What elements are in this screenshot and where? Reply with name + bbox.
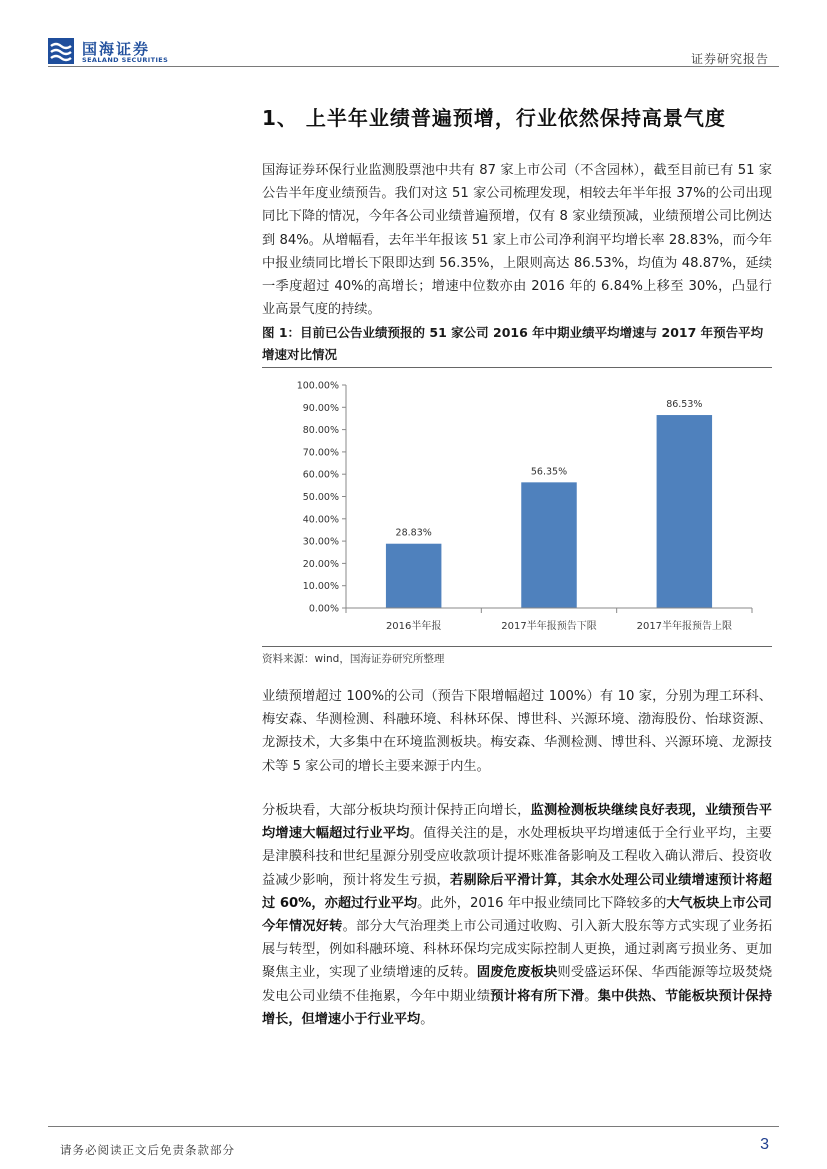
- x-tick-label: 2017半年报预告下限: [501, 621, 597, 632]
- bar-value-label: 56.35%: [530, 466, 568, 478]
- emphasis-text: 固废危废板块: [476, 965, 558, 981]
- body-text: 。: [584, 988, 598, 1004]
- figure-title: 图 1：目前已公告业绩预报的 51 家公司 2016 年中期业绩平均增速与 2017 年预告平均增速对比情况: [262, 325, 764, 362]
- y-tick-label: 20.00%: [302, 558, 339, 570]
- sealand-logo-icon: [48, 38, 74, 64]
- body-text: 。: [420, 1011, 434, 1027]
- x-axis: [346, 608, 752, 632]
- growth-bar-chart: [262, 370, 772, 642]
- body-text: 。部分大气治理类上市公司通过收购、引入新大股东等方式实现了业务拓展与转型，例如科融环境、科林环保均完成实际控制人更换，通过剥离亏损业务、更加聚焦主业，实现了业绩增速的反转。: [262, 919, 773, 981]
- disclaimer-note: 请务必阅读正文后免责条款部分: [60, 1143, 235, 1157]
- page-header: [0, 0, 827, 72]
- logo-chinese-name: 国海证券: [82, 40, 151, 58]
- bar: [521, 482, 576, 608]
- page-number: 3: [760, 1136, 769, 1153]
- y-tick-label: 90.00%: [302, 402, 339, 414]
- footer-divider: [48, 1126, 779, 1127]
- y-axis: [297, 381, 346, 615]
- bar-value-label: 28.83%: [395, 527, 432, 539]
- y-tick-label: 10.00%: [302, 581, 339, 593]
- header-divider: [48, 66, 779, 67]
- emphasis-text: 大气板块上市公司今年情况好转: [262, 895, 772, 935]
- emphasis-text: 监测检测板块继续良好表现，业绩预告平均增速大幅超过行业平均: [262, 803, 772, 842]
- company-logo: [48, 36, 248, 66]
- figure-top-divider: [262, 367, 772, 368]
- body-text: 。此外，2016 年中报业绩同比下降较多的: [417, 895, 667, 911]
- bar-value-label: 86.53%: [666, 399, 703, 411]
- emphasis-text: 预计将有所下滑: [490, 988, 585, 1004]
- emphasis-text: 若剔除后平滑计算，其余水处理公司业绩增速预计将超过 60%，亦超过行业平均: [262, 872, 772, 911]
- y-tick-label: 50.00%: [302, 492, 339, 503]
- emphasis-text: 集中供热、节能板块预计保持增长，但增速小于行业平均: [262, 988, 773, 1027]
- x-tick-label: 2017半年报预告上限: [636, 621, 733, 632]
- y-tick-label: 40.00%: [302, 514, 339, 526]
- y-tick-label: 100.00%: [296, 380, 339, 392]
- report-type-label: 证券研究报告: [690, 52, 769, 66]
- paragraph-top-growers: 业绩预增超过 100%的公司（预告下限增幅超过 100%）有 10 家，分别为理工环科、梅安森、华测检测、科融环境、科林环保、博世科、兴源环境、渤海股份、怡球资源、龙源技术，大多集中在环境监测板块。梅安森、华测检测、博世科、兴源环境、龙源技术等 5 家公司的增长主要来源于内生。: [262, 689, 772, 774]
- section-title: 1、 上半年业绩普遍预增，行业依然保持高景气度: [262, 106, 726, 130]
- body-text: 。值得关注的是，水处理板块平均增速低于全行业平均，主要是津膜科技和世纪星源分别受应收款项计提坏账准备影响及工程收入确认滞后、投资收益减少影响，预计将发生亏损，: [262, 826, 772, 888]
- y-tick-label: 80.00%: [302, 425, 339, 437]
- x-tick-label: 2016半年报: [385, 621, 442, 632]
- paragraph-overview: 国海证券环保行业监测股票池中共有 87 家上市公司（不含园林），截至目前已有 51 家公告半年度业绩预告。我们对这 51 家公司梳理发现，相较去年半年报 37%的公司出现同比下降的情况，今年各公司业绩普遍预增，仅有 8 家业绩预减，业绩预增公司比例达到 84%。从增幅看，去年半年报该 51 家上市公司净利润平均增长率 28.83%，而今年中报业绩同比增长下限即达到 56.35%，上限则高达 86.53%，均值为 48.87%，延续一季度超过 40%的高增长；增速中位数亦由 2016 年的 6.84%上移至 30%，凸显行业高景气度的持续。: [262, 163, 772, 318]
- body-text: 分板块看，大部分板块均预计保持正向增长，: [262, 803, 531, 818]
- y-tick-label: 60.00%: [302, 469, 339, 481]
- y-tick-label: 30.00%: [302, 536, 339, 548]
- y-tick-label: 70.00%: [302, 447, 339, 459]
- paragraph-sector-analysis: [262, 799, 772, 1031]
- figure-bottom-divider: [262, 646, 772, 647]
- logo-english-name: SEALAND SECURITIES: [82, 56, 169, 64]
- figure-source: 资料来源：wind，国海证券研究所整理: [262, 653, 445, 665]
- body-text: 则受盛运环保、华西能源等垃圾焚烧发电公司业绩不佳拖累，今年中期业绩: [262, 965, 773, 1004]
- bar-series: [386, 399, 712, 608]
- bar: [386, 544, 441, 608]
- y-tick-label: 0.00%: [308, 603, 339, 615]
- bar: [657, 415, 712, 608]
